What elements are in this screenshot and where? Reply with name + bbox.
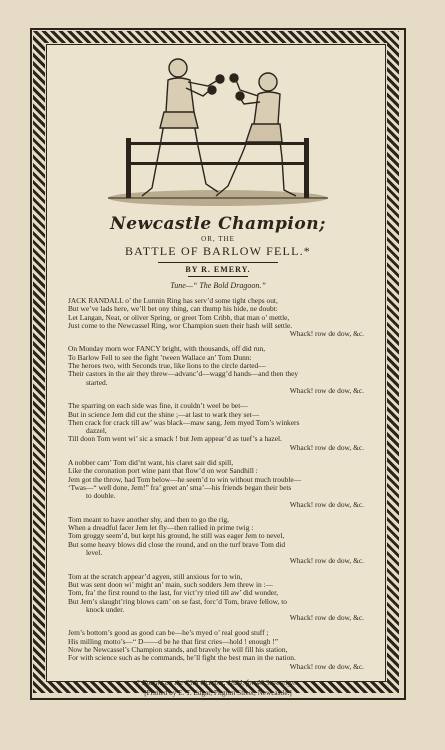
verse-line: started. bbox=[86, 377, 108, 387]
title-connector: OR, THE bbox=[201, 235, 235, 243]
verse-line: When a dreadful facer Jem let fly—then rallied in prime twig : bbox=[68, 523, 254, 533]
verse-line: His milling motto’s—“ D——d be he that first cries—hold ! enough !” bbox=[68, 636, 278, 646]
author-line: BY R. EMERY. bbox=[185, 265, 251, 274]
verse-line: Like the coronation port wine pant that flow’d on wor Sandhill : bbox=[68, 466, 258, 476]
verse bbox=[68, 516, 368, 566]
verse-line: To Barlow Fell to see the fight ’tween Wallace an’ Tom Dunn: bbox=[68, 352, 252, 362]
boxers-illustration bbox=[68, 50, 368, 210]
verse-line: Jem’s bottom’s good as good can be—he’s myed o’ real good stuff ; bbox=[68, 628, 269, 638]
verse-line: But in science Jem did cut the shine ;—at last to wark they set— bbox=[68, 409, 260, 419]
verse-line: dazzel, bbox=[86, 426, 107, 436]
tune-line: Tune—“ The Bold Dragoon.” bbox=[170, 281, 266, 290]
verse-line: A nobber cam’ Tom did’nt want, his claret sair did spill, bbox=[68, 458, 234, 468]
verse-line: The heroes two, with Seconds true, like lions to the circle darted— bbox=[68, 361, 266, 371]
verse-line: The sparring on each side was fine, it couldn’t weel be bet— bbox=[68, 401, 248, 411]
verse-line: Just come to the Newcassel Ring, wor Champion suen their hash will settle. bbox=[68, 320, 293, 330]
verse-line: Now he Newcassel’s Champion stands, and bravely he will fill his station, bbox=[68, 644, 288, 654]
printer-imprint: [Printed by E. T. Edgar, Pilgrim Street, Newcastle.] bbox=[144, 688, 292, 697]
divider bbox=[158, 262, 278, 263]
verse-line: Jem got the throw, had Tom below—he seem’d to win without much trouble— bbox=[68, 474, 302, 484]
verse-line: ‘Twas—“ well done, Jem!” fra’ greet an’ sma’—his friends began their bets bbox=[68, 482, 292, 492]
verse-line: Let Langan, Neat, or oliver Spring, or greet Tom Cribb, that man o’ mettle, bbox=[68, 312, 290, 322]
verses-container bbox=[68, 297, 368, 671]
verse-line: Tom groggy seem’d, but kept his ground, he still was eager Jem to nevel, bbox=[68, 531, 285, 541]
verse-chorus: Whack! row de dow, &c. bbox=[289, 499, 364, 509]
verse-chorus: Whack! row de dow, &c. bbox=[289, 556, 364, 566]
verse bbox=[68, 402, 368, 452]
verse-line: knock under. bbox=[86, 604, 125, 614]
song-subtitle: BATTLE OF BARLOW FELL.* bbox=[124, 244, 312, 258]
verse-line: Tom at the scratch appear’d agyen, still anxious for to win, bbox=[68, 571, 243, 581]
verse-line: But some heavy blows did close the round, and on the turf brave Tom did bbox=[68, 539, 286, 549]
broadside-content bbox=[68, 50, 368, 697]
verse-line: Tom meant to have another shy, and then to go the rig, bbox=[68, 514, 229, 524]
verse-chorus: Whack! row de dow, &c. bbox=[289, 442, 364, 452]
verse-line: But was sent doon wi’ might an’ main, such sodders Jem threw in :— bbox=[68, 579, 273, 589]
verse bbox=[68, 573, 368, 623]
song-title: Newcastle Champion; bbox=[110, 214, 326, 234]
verse-line: Their castors in the air they threw—advanc’d—wagg’d hands—and then they bbox=[68, 369, 299, 379]
footnote: * Fought on the 25th October, 1824, for 40 Sovereigns. bbox=[136, 677, 300, 687]
verse-line: For with science such as he commands, he’ll fight the best man in the nation. bbox=[68, 653, 296, 663]
verse-chorus: Whack! row de dow, &c. bbox=[289, 661, 364, 671]
verse-line: But Jem’s slaught’ring blows cam’ on se fast, forc’d Tom, brave fellow, to bbox=[68, 596, 287, 606]
verse-line: On Monday morn wor FANCY bright, with thousands, off did run, bbox=[68, 344, 266, 354]
verse-line: Tom, fra’ the first round to the last, for vict’ry tried till aw’ did wonder, bbox=[68, 588, 279, 598]
verse-line: level. bbox=[86, 548, 103, 558]
verse bbox=[68, 345, 368, 395]
verse-line: Then crack for crack till aw’ was black—maw sang, Jem myed Tom’s winkers bbox=[68, 417, 300, 427]
verse-line: to double. bbox=[86, 491, 116, 501]
verse bbox=[68, 629, 368, 670]
verse bbox=[68, 297, 368, 338]
verse-chorus: Whack! row de dow, &c. bbox=[289, 329, 364, 339]
verse-chorus: Whack! row de dow, &c. bbox=[289, 385, 364, 395]
verse-line: Till doon Tom went wi’ sic a smack ! but Jem appear’d as tuef’s a hazel. bbox=[68, 434, 282, 444]
verse-line: JACK RANDALL o’ the Lunnin Ring has serv’d some tight cheps out, bbox=[68, 296, 278, 305]
verse bbox=[68, 459, 368, 509]
divider bbox=[188, 276, 248, 277]
verse-chorus: Whack! row de dow, &c. bbox=[289, 613, 364, 623]
verse-line: But we’ve lads here, we’ll bet ony thing, can thump his hide, ne doubt: bbox=[68, 304, 278, 314]
